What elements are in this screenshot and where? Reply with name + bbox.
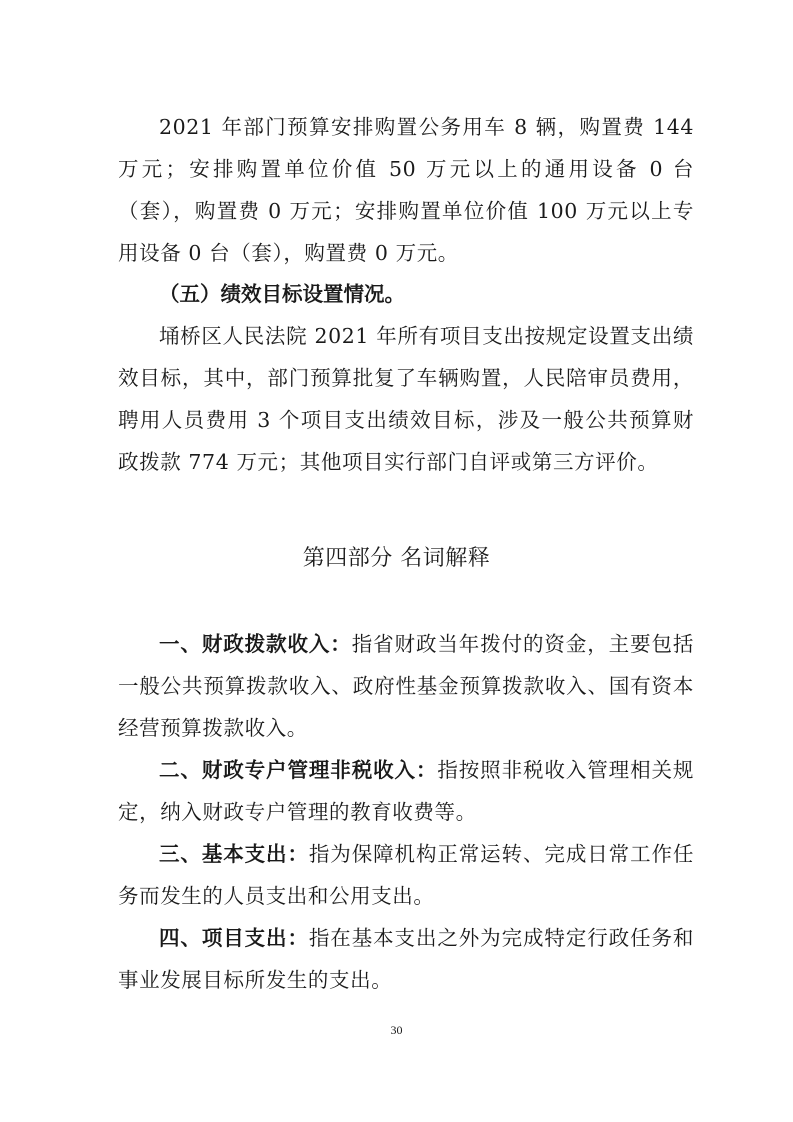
page-number: 30: [390, 1023, 403, 1037]
definition-term: 二、财政专户管理非税收入：: [159, 758, 438, 782]
definition-term: 四、项目支出：: [159, 926, 309, 950]
definition-text: 指在基本支出之外为完成特定行政任务和事业发展目标所发生的支出。: [118, 926, 694, 992]
definition-item: [118, 623, 694, 749]
definition-item: [118, 749, 694, 833]
definition-term: 三、基本支出：: [159, 842, 309, 866]
definition-text: 指省财政当年拨付的资金，主要包括一般公共预算拨款收入、政府性基金预算拨款收入、国有资本经营预算拨款收入。: [118, 632, 694, 740]
paragraph-performance-targets: 埇桥区人民法院 2021 年所有项目支出按规定设置支出绩效目标，其中，部门预算批复了车辆购置，人民陪审员费用，聘用人员费用 3 个项目支出绩效目标，涉及一般公共预算财政拨款 774 万元；其他项目实行部门自评或第三方评价。: [118, 324, 694, 474]
definition-text: 指按照非税收入管理相关规定，纳入财政专户管理的教育收费等。: [118, 758, 694, 824]
section-title: 第四部分 名词解释: [302, 546, 491, 571]
paragraph-vehicle-purchase: 2021 年部门预算安排购置公务用车 8 辆，购置费 144 万元；安排购置单位价值 50 万元以上的通用设备 0 台（套），购置费 0 万元；安排购置单位价值 100 万元以上专用设备 0 台（套），购置费 0 万元。: [118, 115, 694, 265]
definition-term: 一、财政拨款收入：: [159, 632, 352, 656]
definition-item: [118, 833, 694, 917]
heading-performance-targets: （五）绩效目标设置情况。: [159, 282, 405, 306]
definition-item: [118, 917, 694, 1001]
definition-text: 指为保障机构正常运转、完成日常工作任务而发生的人员支出和公用支出。: [118, 842, 694, 908]
